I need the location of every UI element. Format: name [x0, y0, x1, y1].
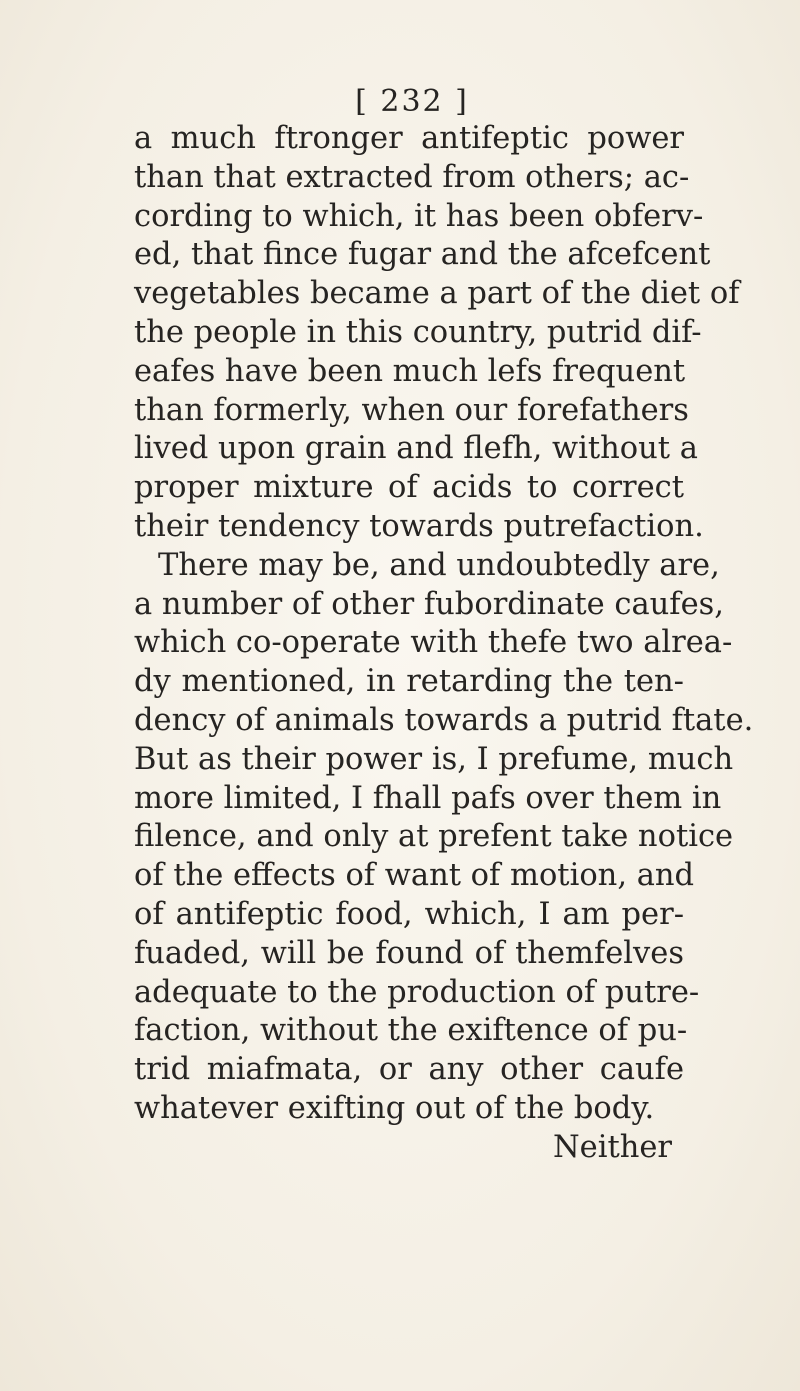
text-line: a number of other fubordinate caufes,: [134, 586, 724, 622]
text-line: than that extracted from others; ac-: [134, 159, 690, 195]
text-line: proper mixture of acids to correct: [134, 470, 684, 506]
text-line: But as their power is, I prefume, much: [134, 741, 734, 777]
catchword: Neither: [552, 1129, 672, 1165]
text-line: adequate to the production of putre-: [134, 974, 700, 1010]
page-body: [134, 120, 754, 1168]
text-line: whatever exifting out of the body.: [134, 1090, 655, 1126]
text-line: dency of animals towards a putrid ftate.: [134, 702, 754, 738]
text-line: eafes have been much lefs frequent: [134, 353, 686, 389]
text-line: vegetables became a part of the diet of: [134, 276, 740, 312]
text-line: the people in this country, putrid dif-: [134, 314, 702, 350]
text-line: There may be, and undoubtedly are,: [158, 547, 720, 583]
text-line: a much ftronger antifeptic power: [134, 121, 684, 156]
text-line: their tendency towards putrefaction.: [134, 508, 704, 544]
text-line: lived upon grain and flefh, without a: [134, 431, 698, 467]
text-line: trid miafmata, or any other caufe: [134, 1052, 684, 1088]
text-line: dy mentioned, in retarding the ten-: [134, 664, 684, 700]
text-line: filence, and only at prefent take notice: [134, 819, 734, 855]
text-line: fuaded, will be found of themfelves: [134, 935, 684, 971]
text-line: more limited, I fhall pafs over them in: [134, 780, 722, 816]
text-line: than formerly, when our forefathers: [134, 392, 689, 428]
text-line: of antifeptic food, which, I am per-: [134, 896, 684, 932]
text-line: ed, that fince fugar and the afcefcent: [134, 237, 711, 273]
page-number: [ 232 ]: [355, 84, 469, 119]
text-line: cording to which, it has been obferv-: [134, 198, 704, 234]
text-line: which co-operate with thefe two alrea-: [134, 625, 733, 661]
text-line: faction, without the exiftence of pu-: [134, 1013, 688, 1049]
text-line: of the effects of want of motion, and: [134, 858, 695, 894]
